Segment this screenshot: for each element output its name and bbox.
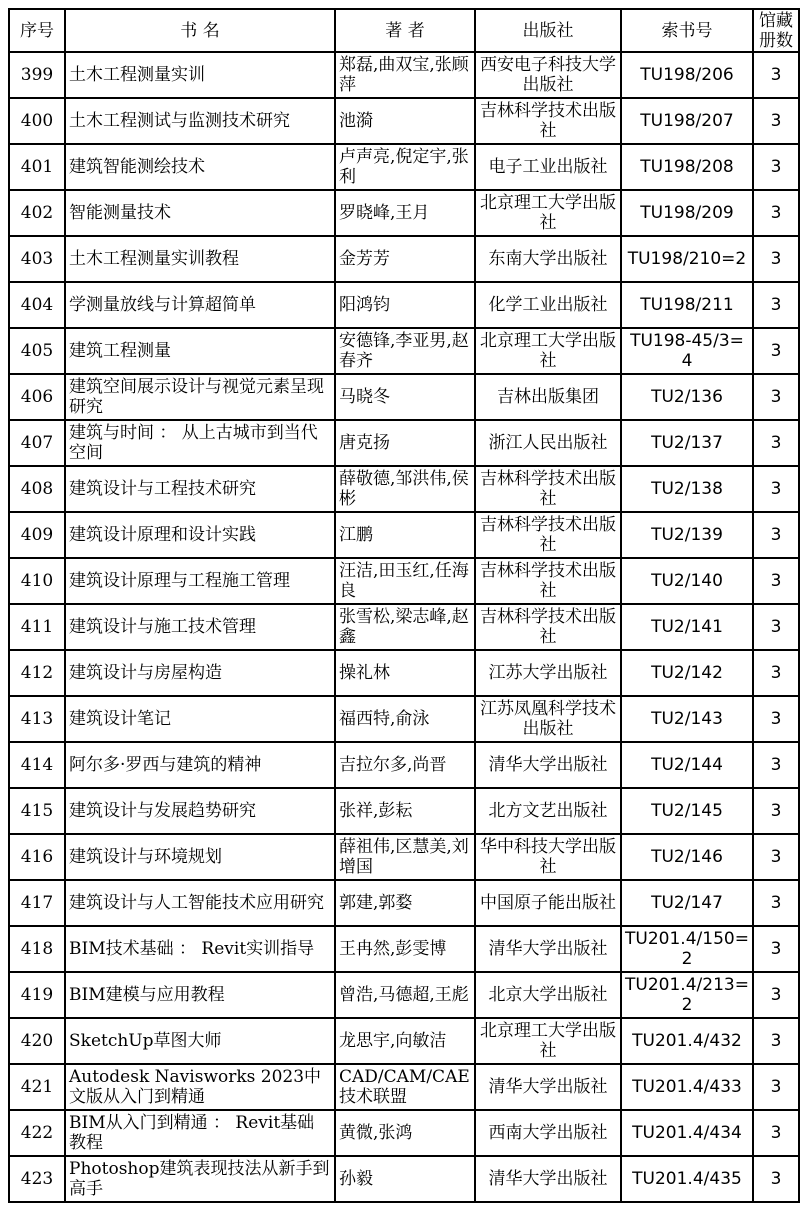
cell-seq: 409 [9, 512, 65, 558]
cell-seq: 412 [9, 650, 65, 696]
cell-publisher: 清华大学出版社 [475, 1064, 621, 1110]
header-publisher: 出版社 [475, 9, 621, 52]
cell-author: 池漪 [335, 98, 475, 144]
cell-title: 建筑设计与环境规划 [65, 834, 335, 880]
cell-call-number: TU198/208 [621, 144, 753, 190]
cell-copies: 3 [753, 512, 799, 558]
cell-copies: 3 [753, 144, 799, 190]
cell-publisher: 西南大学出版社 [475, 1110, 621, 1156]
cell-publisher: 吉林科学技术出版社 [475, 558, 621, 604]
table-row [9, 926, 799, 972]
cell-title: 建筑设计与人工智能技术应用研究 [65, 880, 335, 926]
cell-author: 曾浩,马德超,王彪 [335, 972, 475, 1018]
cell-call-number: TU198-45/3=4 [621, 328, 753, 374]
cell-seq: 414 [9, 742, 65, 788]
cell-author: 安德锋,李亚男,赵春齐 [335, 328, 475, 374]
cell-author: 金芳芳 [335, 236, 475, 282]
cell-copies: 3 [753, 52, 799, 98]
cell-title: 建筑设计原理与工程施工管理 [65, 558, 335, 604]
cell-title: BIM建模与应用教程 [65, 972, 335, 1018]
header-seq: 序号 [9, 9, 65, 52]
cell-copies: 3 [753, 558, 799, 604]
cell-seq: 400 [9, 98, 65, 144]
header-call-number: 索书号 [621, 9, 753, 52]
table-row [9, 374, 799, 420]
cell-seq: 416 [9, 834, 65, 880]
table-row [9, 236, 799, 282]
cell-seq: 407 [9, 420, 65, 466]
cell-call-number: TU2/142 [621, 650, 753, 696]
cell-title: 阿尔多·罗西与建筑的精神 [65, 742, 335, 788]
cell-call-number: TU2/138 [621, 466, 753, 512]
table-row [9, 788, 799, 834]
cell-copies: 3 [753, 420, 799, 466]
cell-publisher: 清华大学出版社 [475, 742, 621, 788]
cell-call-number: TU2/139 [621, 512, 753, 558]
cell-copies: 3 [753, 1018, 799, 1064]
cell-seq: 415 [9, 788, 65, 834]
table-row [9, 466, 799, 512]
cell-title: 建筑设计笔记 [65, 696, 335, 742]
table-row [9, 880, 799, 926]
cell-seq: 422 [9, 1110, 65, 1156]
cell-title: 建筑与时间 ： 从上古城市到当代空间 [65, 420, 335, 466]
table-row [9, 742, 799, 788]
cell-author: 薛祖伟,区慧美,刘增国 [335, 834, 475, 880]
cell-title: Photoshop建筑表现技法从新手到高手 [65, 1156, 335, 1202]
cell-publisher: 北京理工大学出版社 [475, 1018, 621, 1064]
cell-copies: 3 [753, 282, 799, 328]
cell-author: 汪洁,田玉红,任海良 [335, 558, 475, 604]
table-row [9, 604, 799, 650]
cell-publisher: 北京大学出版社 [475, 972, 621, 1018]
cell-seq: 406 [9, 374, 65, 420]
cell-author: 郭建,郭婺 [335, 880, 475, 926]
cell-title: 土木工程测试与监测技术研究 [65, 98, 335, 144]
cell-author: 孙毅 [335, 1156, 475, 1202]
cell-author: 王冉然,彭雯博 [335, 926, 475, 972]
cell-call-number: TU201.4/213=2 [621, 972, 753, 1018]
cell-call-number: TU198/210=2 [621, 236, 753, 282]
cell-author: 福西特,俞泳 [335, 696, 475, 742]
cell-title: 建筑设计与工程技术研究 [65, 466, 335, 512]
cell-publisher: 华中科技大学出版社 [475, 834, 621, 880]
cell-title: 建筑设计与施工技术管理 [65, 604, 335, 650]
book-list-table [8, 8, 800, 1203]
table-row [9, 144, 799, 190]
cell-call-number: TU2/140 [621, 558, 753, 604]
cell-publisher: 吉林科学技术出版社 [475, 98, 621, 144]
cell-author: 吉拉尔多,尚晋 [335, 742, 475, 788]
cell-author: 张雪松,梁志峰,赵鑫 [335, 604, 475, 650]
cell-seq: 404 [9, 282, 65, 328]
cell-title: 土木工程测量实训 [65, 52, 335, 98]
table-row [9, 1156, 799, 1202]
cell-copies: 3 [753, 604, 799, 650]
cell-copies: 3 [753, 972, 799, 1018]
cell-call-number: TU2/144 [621, 742, 753, 788]
cell-call-number: TU201.4/150=2 [621, 926, 753, 972]
header-copies: 馆藏册数 [753, 9, 799, 52]
table-row [9, 1110, 799, 1156]
cell-author: 张祥,彭耘 [335, 788, 475, 834]
table-row [9, 190, 799, 236]
cell-seq: 423 [9, 1156, 65, 1202]
cell-publisher: 西安电子科技大学出版社 [475, 52, 621, 98]
cell-title: 学测量放线与计算超简单 [65, 282, 335, 328]
cell-title: 建筑空间展示设计与视觉元素呈现研究 [65, 374, 335, 420]
cell-copies: 3 [753, 834, 799, 880]
table-row [9, 696, 799, 742]
cell-publisher: 吉林科学技术出版社 [475, 604, 621, 650]
cell-author: 阳鸿钧 [335, 282, 475, 328]
cell-seq: 411 [9, 604, 65, 650]
cell-seq: 408 [9, 466, 65, 512]
cell-copies: 3 [753, 696, 799, 742]
cell-publisher: 吉林科学技术出版社 [475, 466, 621, 512]
cell-copies: 3 [753, 374, 799, 420]
cell-copies: 3 [753, 466, 799, 512]
cell-seq: 402 [9, 190, 65, 236]
table-row [9, 1018, 799, 1064]
cell-seq: 419 [9, 972, 65, 1018]
cell-seq: 403 [9, 236, 65, 282]
cell-publisher: 中国原子能出版社 [475, 880, 621, 926]
table-row [9, 512, 799, 558]
cell-seq: 399 [9, 52, 65, 98]
cell-publisher: 浙江人民出版社 [475, 420, 621, 466]
cell-seq: 413 [9, 696, 65, 742]
cell-seq: 417 [9, 880, 65, 926]
cell-author: 郑磊,曲双宝,张顾萍 [335, 52, 475, 98]
cell-call-number: TU2/143 [621, 696, 753, 742]
cell-seq: 410 [9, 558, 65, 604]
cell-copies: 3 [753, 236, 799, 282]
cell-author: 卢声亮,倪定宇,张利 [335, 144, 475, 190]
cell-copies: 3 [753, 1064, 799, 1110]
cell-publisher: 北京理工大学出版社 [475, 328, 621, 374]
table-row [9, 1064, 799, 1110]
table-row [9, 972, 799, 1018]
cell-title: 土木工程测量实训教程 [65, 236, 335, 282]
cell-author: 唐克扬 [335, 420, 475, 466]
cell-publisher: 电子工业出版社 [475, 144, 621, 190]
cell-title: 建筑工程测量 [65, 328, 335, 374]
cell-title: 建筑设计原理和设计实践 [65, 512, 335, 558]
table-row [9, 834, 799, 880]
cell-publisher: 江苏凤凰科学技术出版社 [475, 696, 621, 742]
cell-call-number: TU2/136 [621, 374, 753, 420]
cell-copies: 3 [753, 98, 799, 144]
cell-call-number: TU201.4/433 [621, 1064, 753, 1110]
cell-call-number: TU198/211 [621, 282, 753, 328]
cell-call-number: TU2/146 [621, 834, 753, 880]
cell-copies: 3 [753, 190, 799, 236]
table-row [9, 282, 799, 328]
cell-seq: 420 [9, 1018, 65, 1064]
header-row [9, 9, 799, 52]
table-row [9, 328, 799, 374]
cell-author: 薛敬德,邹洪伟,侯彬 [335, 466, 475, 512]
cell-call-number: TU2/141 [621, 604, 753, 650]
cell-call-number: TU2/147 [621, 880, 753, 926]
cell-copies: 3 [753, 1156, 799, 1202]
table-row [9, 558, 799, 604]
cell-call-number: TU201.4/434 [621, 1110, 753, 1156]
header-title: 书 名 [65, 9, 335, 52]
cell-copies: 3 [753, 926, 799, 972]
cell-title: 智能测量技术 [65, 190, 335, 236]
cell-call-number: TU198/209 [621, 190, 753, 236]
cell-publisher: 清华大学出版社 [475, 1156, 621, 1202]
cell-publisher: 江苏大学出版社 [475, 650, 621, 696]
cell-copies: 3 [753, 650, 799, 696]
cell-seq: 401 [9, 144, 65, 190]
cell-copies: 3 [753, 328, 799, 374]
cell-seq: 418 [9, 926, 65, 972]
header-author: 著 者 [335, 9, 475, 52]
cell-publisher: 清华大学出版社 [475, 926, 621, 972]
cell-author: 黄微,张鸿 [335, 1110, 475, 1156]
cell-call-number: TU201.4/432 [621, 1018, 753, 1064]
cell-copies: 3 [753, 1110, 799, 1156]
cell-seq: 405 [9, 328, 65, 374]
cell-author: 江鹏 [335, 512, 475, 558]
cell-copies: 3 [753, 742, 799, 788]
cell-author: 罗晓峰,王月 [335, 190, 475, 236]
cell-call-number: TU201.4/435 [621, 1156, 753, 1202]
cell-call-number: TU2/145 [621, 788, 753, 834]
table-row [9, 420, 799, 466]
table-row [9, 650, 799, 696]
cell-call-number: TU198/207 [621, 98, 753, 144]
cell-author: 龙思宇,向敏洁 [335, 1018, 475, 1064]
table-row [9, 52, 799, 98]
cell-publisher: 北方文艺出版社 [475, 788, 621, 834]
cell-call-number: TU198/206 [621, 52, 753, 98]
cell-call-number: TU2/137 [621, 420, 753, 466]
cell-author: CAD/CAM/CAE技术联盟 [335, 1064, 475, 1110]
cell-publisher: 吉林科学技术出版社 [475, 512, 621, 558]
cell-title: 建筑设计与发展趋势研究 [65, 788, 335, 834]
cell-copies: 3 [753, 880, 799, 926]
cell-author: 马晓冬 [335, 374, 475, 420]
cell-title: BIM技术基础 ： Revit实训指导 [65, 926, 335, 972]
cell-publisher: 吉林出版集团 [475, 374, 621, 420]
cell-title: Autodesk Navisworks 2023中文版从入门到精通 [65, 1064, 335, 1110]
table-row [9, 98, 799, 144]
cell-title: 建筑设计与房屋构造 [65, 650, 335, 696]
cell-seq: 421 [9, 1064, 65, 1110]
cell-author: 操礼林 [335, 650, 475, 696]
cell-title: 建筑智能测绘技术 [65, 144, 335, 190]
cell-publisher: 化学工业出版社 [475, 282, 621, 328]
cell-publisher: 东南大学出版社 [475, 236, 621, 282]
cell-publisher: 北京理工大学出版社 [475, 190, 621, 236]
cell-copies: 3 [753, 788, 799, 834]
cell-title: SketchUp草图大师 [65, 1018, 335, 1064]
cell-title: BIM从入门到精通 ： Revit基础教程 [65, 1110, 335, 1156]
